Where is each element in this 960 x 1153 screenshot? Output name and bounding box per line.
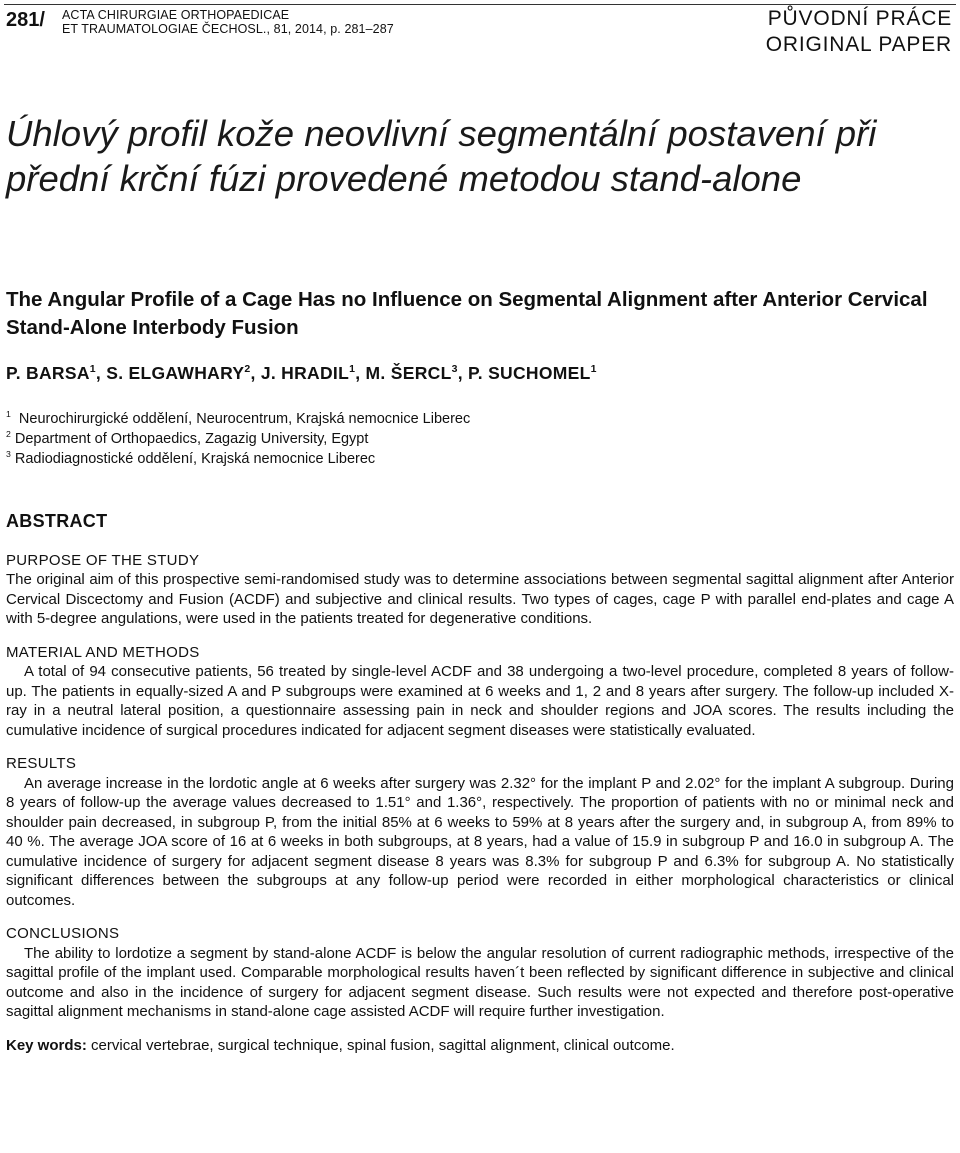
author: P. SUCHOMEL$^1$: [468, 363, 597, 383]
journal-volume-line: ET TRAUMATOLOGIAE ČECHOSL., 81, 2014, p. 281–287: [62, 22, 394, 36]
section-text-results: An average increase in the lordotic angle at 6 weeks after surgery was 2.32° for the implant P and 2.02° for the implant A subgroup. During 8 years of follow-up the average values decreased to 1.51° and 1.36°, respectively. The proportion of patients with no or minimal neck and shoulder pain decreased, in subgroup P, from the initial 85% at 6 weeks to 59% at 8 years after the surgery and, in subgroup A, from 89% to 40 %. The average JOA score of 16 at 6 weeks in both subgroups, at 8 years, had a value of 15.9 in subgroup P and 16.0 in subgroup A. The cumulative incidence of surgery for adjacent segment disease 8 years was 8.3% for subgroup P and 6.3% for subgroup A. No statistically significant differences between the subgroups at any follow-up period were recorded in either morphological characteristics or clinical outcomes.: [6, 774, 954, 909]
section-text-methods: A total of 94 consecutive patients, 56 treated by single-level ACDF and 38 undergoing a two-level procedure, completed 8 years of follow-up. The patients in equally-sized A and P subgroups were examined at 6 weeks and 1, 2 and 8 years after surgery. The follow-up included X-ray in a neutral lateral position, a questionnaire assessing pain in neck and shoulder regions and JOA scores. The results including the cumulative incidence of surgical procedures indicated for adjacent segment diseases were statistically evaluated.: [6, 663, 954, 739]
abstract-heading: ABSTRACT: [6, 511, 108, 531]
section-heading-methods: MATERIAL AND METHODS: [6, 643, 200, 661]
keywords-text: cervical vertebrae, surgical technique, spinal fusion, sagittal alignment, clinical outcome.: [91, 1036, 675, 1054]
journal-citation: [62, 8, 394, 36]
paper-type: [766, 6, 952, 58]
author-list: P. BARSA$^1$, S. ELGAWHARY$^2$, J. HRADIL$^1$, M. ŠERCL$^3$, P. SUCHOMEL$^1$: [6, 363, 597, 383]
title-english: The Angular Profile of a Cage Has no Influence on Segmental Alignment after Anterior Cervical Stand-Alone Interbody Fusion: [6, 288, 928, 339]
keywords: [6, 1036, 954, 1056]
keywords-label: Key words:: [6, 1036, 87, 1054]
page-header: [4, 4, 956, 58]
author: M. ŠERCL$^3$: [365, 363, 458, 383]
page-number: 281/: [6, 9, 45, 31]
header-rule: [4, 4, 956, 5]
section-text-purpose: The original aim of this prospective semi-randomised study was to determine associations between segmental sagittal alignment after Anterior Cervical Discectomy and Fusion (ACDF) and subjective and clinical results. Two types of cages, cage P with parallel end-plates and cage A with 5-degree angulations, were used in the patients treated for degenerative conditions.: [6, 571, 954, 627]
author: J. HRADIL$^1$: [260, 363, 356, 383]
affiliation: $^2$ Department of Orthopaedics, Zagazig University, Egypt: [6, 429, 369, 447]
section-text-conclusions: The ability to lordotize a segment by stand-alone ACDF is below the angular resolution of current radiographic methods, irrespective of the sagittal profile of the implant used. Comparable morphological results haven´t been reflected by significant difference in subjective and clinical outcome and also in the incidence of surgery for adjacent segment disease. Such results were not expected and therefore post-operative sagittal alignment mechanisms in stand-alone cage assisted ACDF will require further investigation.: [6, 944, 954, 1020]
affiliation-list: [6, 409, 946, 469]
section-heading-results: RESULTS: [6, 755, 77, 772]
paper-type-en: ORIGINAL PAPER: [765, 33, 952, 56]
affiliation: $^3$ Radiodiagnostické oddělení, Krajská nemocnice Liberec: [6, 449, 376, 467]
paper-type-cz: PŮVODNÍ PRÁCE: [767, 7, 952, 30]
section-heading-conclusions: CONCLUSIONS: [6, 925, 120, 942]
journal-name-line: ACTA CHIRURGIAE ORTHOPAEDICAE: [62, 8, 290, 22]
abstract: [6, 512, 954, 1055]
affiliation: $^1$ Neurochirurgické oddělení, Neurocentrum, Krajská nemocnice Liberec: [6, 409, 471, 427]
author: P. BARSA$^1$: [6, 363, 96, 383]
section-heading-purpose: PURPOSE OF THE STUDY: [6, 551, 200, 569]
title-czech: Úhlový profil kože neovlivní segmentální postavení při přední krční fúzi provedené metodou stand-alone: [6, 113, 877, 199]
author: S. ELGAWHARY$^2$: [106, 363, 251, 383]
